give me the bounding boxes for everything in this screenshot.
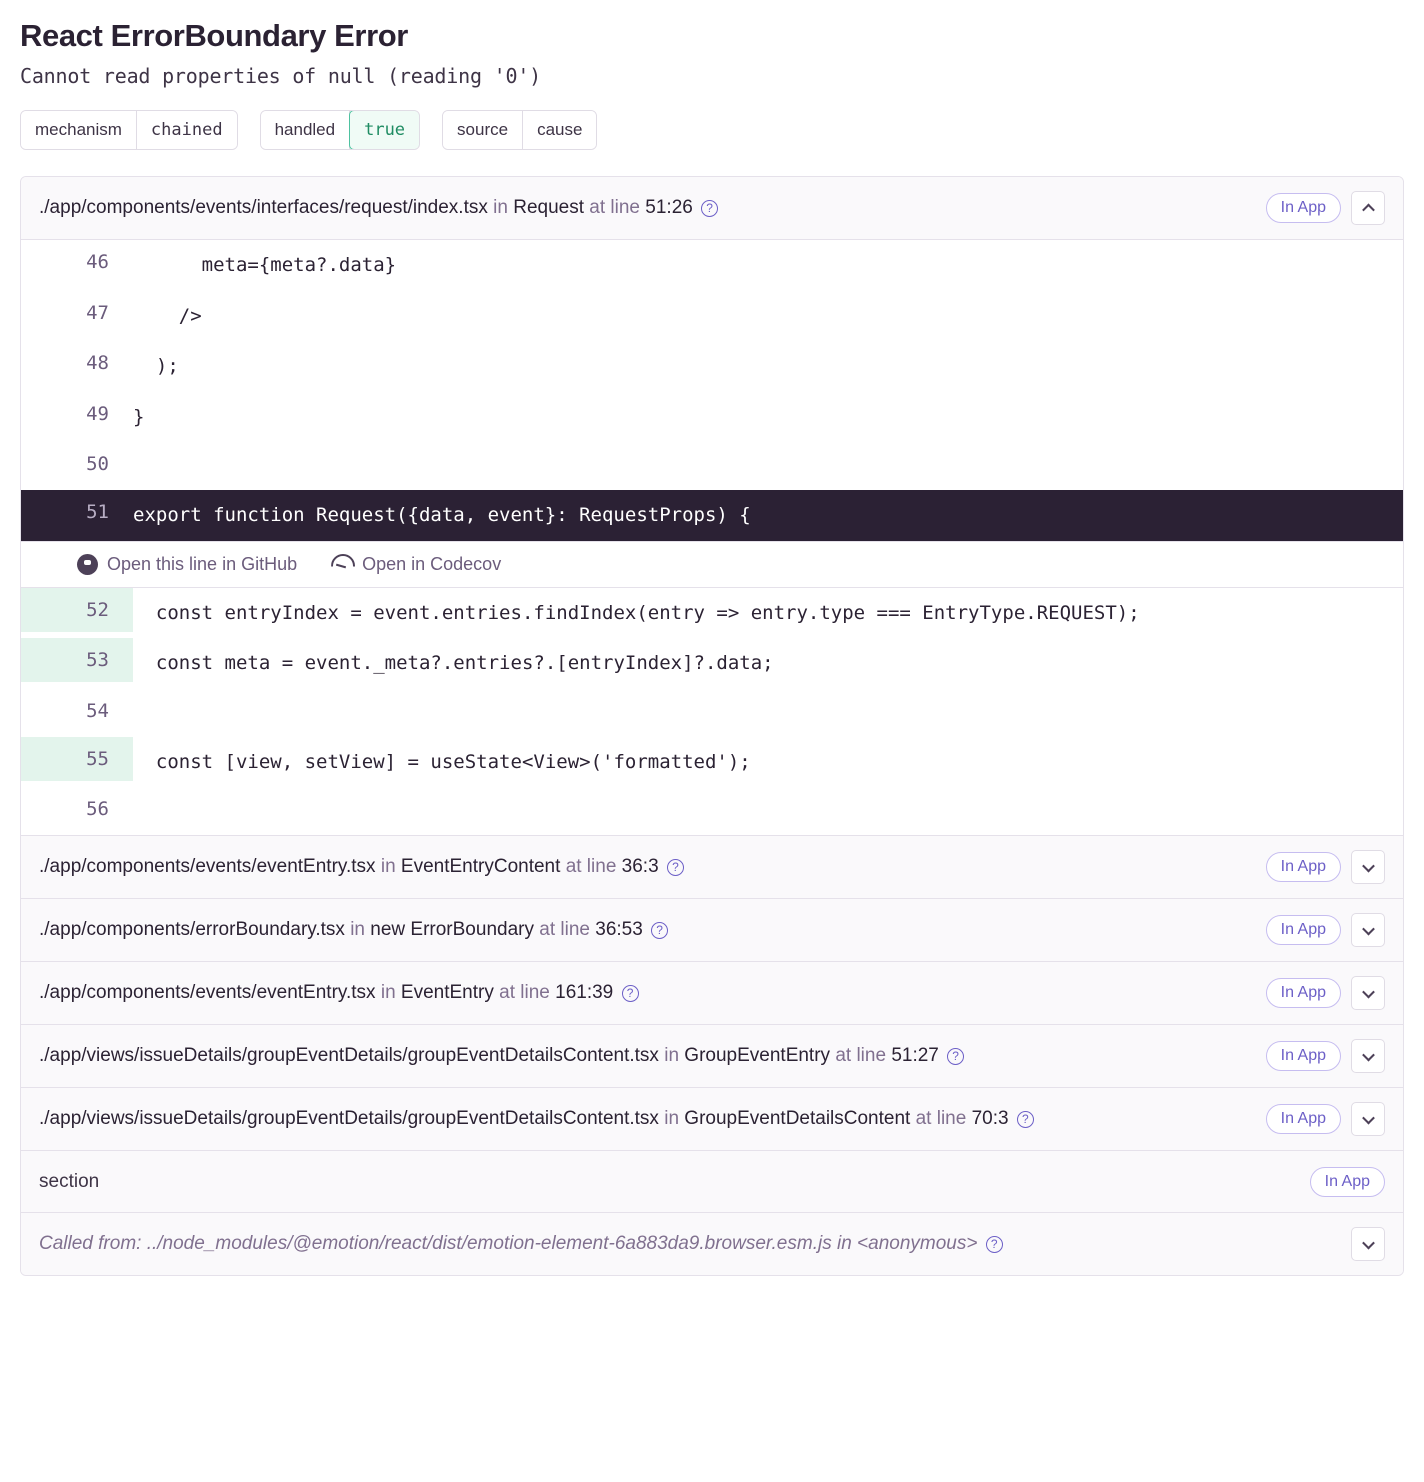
code-line-text — [133, 689, 1403, 711]
pill-handled-key: handled — [261, 111, 351, 149]
code-line-number: 52 — [21, 588, 133, 632]
frame-line-number: 36:3 — [621, 855, 659, 877]
code-line — [21, 689, 1403, 737]
stack-frame-header-expanded[interactable] — [21, 177, 1403, 240]
expand-frame-button[interactable] — [1351, 976, 1385, 1010]
code-line-text: meta={meta?.data} — [133, 254, 397, 276]
code-line-number: 46 — [86, 251, 109, 273]
frame-function: EventEntryContent — [400, 855, 561, 877]
code-line-number: 55 — [21, 737, 133, 781]
pill-source-value: cause — [523, 111, 596, 149]
expand-frame-button[interactable] — [1351, 850, 1385, 884]
frame-line-number: 51:27 — [891, 1044, 939, 1066]
collapse-frame-button[interactable] — [1351, 191, 1385, 225]
frame-in-word: in — [350, 918, 365, 940]
stack-frame-row[interactable] — [21, 962, 1403, 1025]
expand-frame-button[interactable] — [1351, 1102, 1385, 1136]
code-line-text — [133, 442, 1403, 464]
expand-frame-button[interactable] — [1351, 1039, 1385, 1073]
frame-at-word: at line — [835, 1044, 887, 1066]
chevron-down-icon — [1362, 922, 1375, 935]
frame-line-number: 36:53 — [595, 918, 643, 940]
pill-handled[interactable] — [260, 110, 420, 150]
chevron-down-icon — [1362, 1236, 1375, 1249]
frame-function: new ErrorBoundary — [370, 918, 534, 940]
expand-frame-button[interactable] — [1351, 913, 1385, 947]
frame-filename: ./app/components/errorBoundary.tsx — [39, 918, 345, 940]
frame-in-word: in — [664, 1044, 680, 1066]
stack-frame-title — [39, 977, 1256, 1009]
frame-in-word: in — [493, 196, 508, 218]
frame-function: GroupEventEntry — [684, 1044, 831, 1066]
code-line-text: export function Request({data, event}: RequestProps) { — [133, 504, 751, 526]
stack-frame-row[interactable] — [21, 1025, 1403, 1088]
frame-at-word: at line — [565, 855, 617, 877]
stack-frame-row-section[interactable] — [21, 1151, 1403, 1213]
pill-source[interactable] — [442, 110, 597, 150]
question-circle-icon[interactable]: ? — [622, 985, 639, 1002]
question-circle-icon[interactable]: ? — [667, 859, 684, 876]
code-line-number: 48 — [86, 352, 109, 374]
code-line — [21, 291, 1403, 342]
frame-line-number: 161:39 — [555, 981, 614, 1003]
code-line-text: const entryIndex = event.entries.findIndex(entry => entry.type === EntryType.REQUEST); — [133, 601, 1140, 624]
code-line — [21, 638, 1403, 689]
code-line-text: } — [133, 405, 145, 428]
frame-filename: ./app/views/issueDetails/groupEventDetails/groupEventDetailsContent.tsx — [39, 1044, 659, 1066]
code-line — [21, 442, 1403, 490]
code-line-number: 54 — [86, 699, 109, 722]
frame-in-word: in — [380, 981, 396, 1003]
frame-line-number: 51:26 — [645, 196, 693, 218]
code-line-number: 47 — [86, 301, 109, 324]
question-circle-icon[interactable]: ? — [947, 1048, 964, 1065]
section-frame-label: section — [39, 1170, 100, 1192]
chevron-down-icon — [1362, 985, 1375, 998]
chevron-up-icon — [1362, 203, 1375, 216]
stack-trace — [20, 176, 1404, 1276]
code-line — [21, 392, 1403, 443]
called-from-text: Called from: ../node_modules/@emotion/react/dist/emotion-element-6a883da9.browser.esm.js in <anonymous> — [39, 1232, 978, 1254]
stack-frame-row-anonymous[interactable] — [21, 1213, 1403, 1275]
open-in-codecov-label: Open in Codecov — [362, 553, 502, 574]
open-in-codecov-link[interactable] — [331, 554, 501, 575]
code-line — [21, 240, 1403, 291]
frame-filename: ./app/components/events/eventEntry.tsx — [39, 855, 376, 877]
question-circle-icon[interactable]: ? — [986, 1236, 1003, 1253]
open-in-github-link[interactable] — [77, 554, 297, 575]
chevron-down-icon — [1362, 1111, 1375, 1124]
stack-frame-title — [39, 1103, 1256, 1135]
code-line — [21, 588, 1403, 639]
pill-source-key: source — [443, 111, 523, 149]
stack-frame-row[interactable] — [21, 836, 1403, 899]
frame-at-word: at line — [915, 1107, 967, 1129]
code-context-after — [21, 588, 1403, 837]
code-line-number: 56 — [86, 798, 109, 820]
status-badge-in-app: In App — [1266, 978, 1341, 1008]
frame-in-word: in — [664, 1107, 680, 1129]
status-badge-in-app: In App — [1266, 1041, 1341, 1071]
frame-at-word: at line — [539, 918, 590, 940]
code-line-number: 49 — [86, 402, 109, 425]
code-line-number: 50 — [86, 453, 109, 475]
frame-filename: ./app/components/events/eventEntry.tsx — [39, 981, 376, 1003]
stack-frame-row[interactable] — [21, 1088, 1403, 1151]
frame-function: EventEntry — [400, 981, 494, 1003]
code-line — [21, 787, 1403, 835]
code-line-text: const [view, setView] = useState<View>('formatted'); — [133, 750, 751, 773]
expand-frame-button[interactable] — [1351, 1227, 1385, 1261]
code-line-number: 53 — [21, 638, 133, 682]
pill-mechanism-key: mechanism — [21, 111, 137, 149]
frame-function: GroupEventDetailsContent — [684, 1107, 911, 1129]
frame-function: Request — [513, 196, 585, 218]
codecov-icon — [331, 554, 353, 574]
code-line — [21, 341, 1403, 392]
code-line-number: 51 — [86, 501, 109, 523]
code-context-before — [21, 240, 1403, 542]
frame-filename: ./app/components/events/interfaces/request/index.tsx — [39, 196, 488, 218]
code-line — [21, 737, 1403, 788]
chevron-down-icon — [1362, 859, 1375, 872]
stack-frame-title — [39, 1228, 1341, 1260]
pill-handled-value: true — [349, 110, 420, 150]
code-line-text: const meta = event._meta?.entries?.[entryIndex]?.data; — [133, 652, 774, 674]
code-line-text — [133, 787, 1403, 809]
open-in-github-label: Open this line in GitHub — [107, 553, 298, 574]
status-badge-in-app: In App — [1266, 1104, 1341, 1134]
status-badge-in-app: In App — [1266, 852, 1341, 882]
pill-mechanism[interactable] — [20, 110, 238, 150]
frame-filename: ./app/views/issueDetails/groupEventDetails/groupEventDetailsContent.tsx — [39, 1107, 659, 1129]
pill-mechanism-value: chained — [137, 111, 237, 149]
error-message: Cannot read properties of null (reading '0') — [20, 64, 542, 88]
stack-frame-title — [39, 914, 1256, 946]
frame-at-word: at line — [499, 981, 550, 1003]
github-icon — [77, 554, 98, 575]
frame-in-word: in — [380, 855, 396, 877]
stack-frame-title — [39, 192, 1256, 224]
frame-at-word: at line — [589, 196, 640, 218]
question-circle-icon[interactable]: ? — [651, 922, 668, 939]
status-badge-in-app: In App — [1310, 1167, 1385, 1197]
stack-frame-title — [39, 1040, 1256, 1072]
status-badge-in-app: In App — [1266, 193, 1341, 223]
mechanism-pill-row — [20, 110, 1404, 150]
stack-frame-title — [39, 851, 1256, 883]
frame-line-number: 70:3 — [971, 1107, 1009, 1129]
code-line-highlighted — [21, 490, 1403, 541]
chevron-down-icon — [1362, 1048, 1375, 1061]
stack-frame-row[interactable] — [21, 899, 1403, 962]
question-circle-icon[interactable]: ? — [1017, 1111, 1034, 1128]
page-title: React ErrorBoundary Error — [20, 18, 408, 53]
status-badge-in-app: In App — [1266, 915, 1341, 945]
question-circle-icon[interactable]: ? — [701, 200, 718, 217]
code-line-text: ); — [133, 355, 179, 377]
code-line-text: /> — [133, 304, 202, 327]
code-action-links — [21, 542, 1403, 588]
